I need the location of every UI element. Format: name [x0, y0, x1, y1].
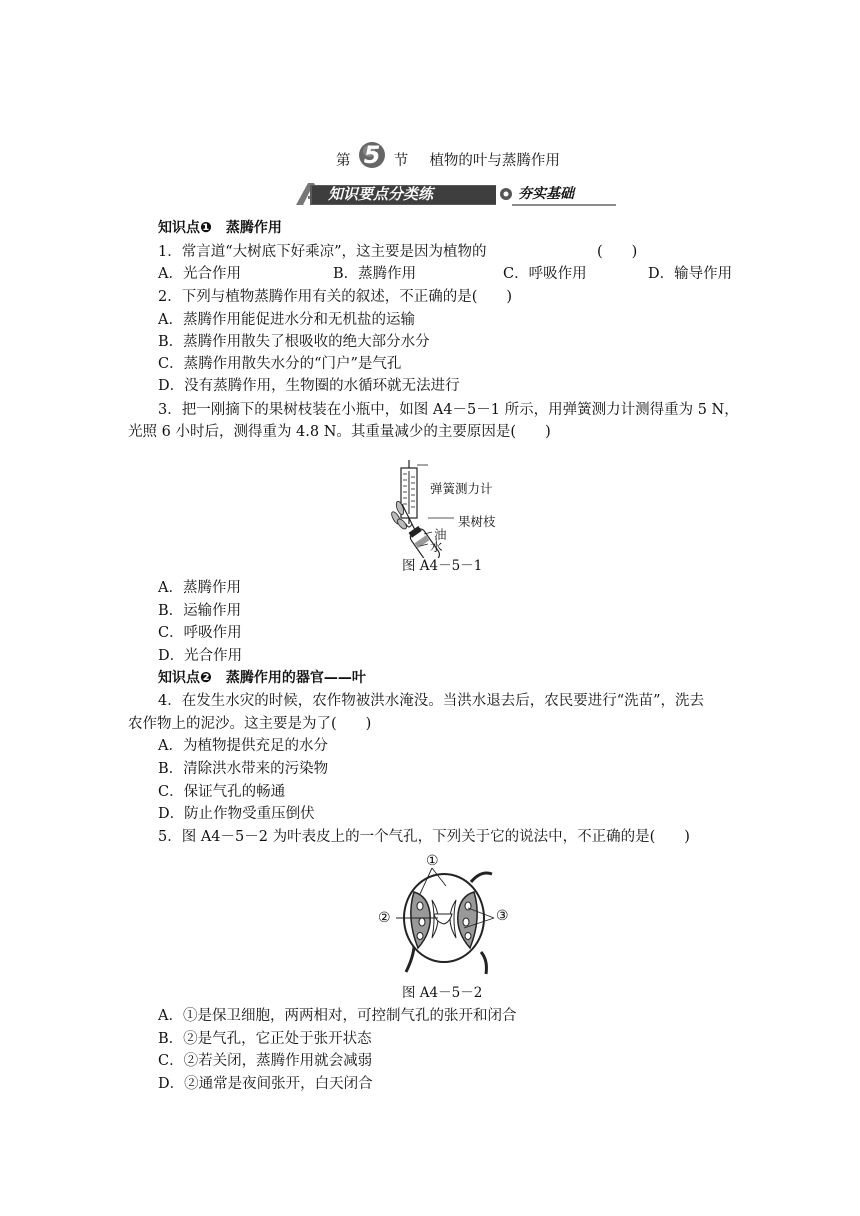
spring-scale-diagram	[388, 458, 518, 558]
section-number: 5	[363, 141, 381, 169]
q3-option-c[interactable]: C．呼吸作用	[158, 625, 242, 641]
q4-option-d[interactable]: D．防止作物受重压倒伏	[158, 806, 315, 822]
fig1-label-branch: 果树枝	[458, 514, 496, 529]
q4-stem-line2: 农作物上的泥沙。这主要是为了( )	[128, 716, 372, 732]
fig1-label-water: 水	[430, 539, 443, 554]
q4-option-c[interactable]: C．保证气孔的畅通	[158, 784, 286, 800]
q5-option-a[interactable]: A．①是保卫细胞，两两相对，可控制气孔的张开和闭合	[158, 1008, 517, 1024]
fig2-label-3: ③	[496, 908, 509, 924]
q1-option-a[interactable]: A．光合作用	[158, 266, 241, 282]
q2-option-b[interactable]: B．蒸腾作用散失了根吸收的绝大部分水分	[158, 334, 430, 350]
q1-stem: 1．常言道“大树底下好乘凉”，这主要是因为植物的	[158, 244, 487, 260]
knowledge-point-1-title: 知识点❶ 蒸腾作用	[158, 220, 282, 236]
section-banner	[286, 181, 618, 207]
section-title	[336, 141, 560, 170]
section-number-badge	[357, 141, 387, 170]
fig2-label-2: ②	[378, 910, 391, 926]
fig1-label-spring-scale: 弹簧测力计	[430, 481, 493, 496]
q2-option-d[interactable]: D．没有蒸腾作用，生物圈的水循环就无法进行	[158, 378, 460, 394]
q5-option-b[interactable]: B．②是气孔，它正处于张开状态	[158, 1031, 372, 1047]
q3-stem-line2: 光照 6 小时后，测得重为 4.8 N。其重量减少的主要原因是( )	[128, 424, 551, 440]
q4-option-a[interactable]: A．为植物提供充足的水分	[158, 738, 328, 754]
fig2-label-1: ①	[426, 853, 439, 869]
chapter-suffix: 节	[393, 153, 409, 169]
knowledge-point-2-title: 知识点❷ 蒸腾作用的器官——叶	[158, 670, 366, 686]
q4-option-b[interactable]: B．清除洪水带来的污染物	[158, 761, 329, 777]
q1-option-c[interactable]: C．呼吸作用	[503, 266, 587, 282]
q4-stem-line1: 4．在发生水灾的时候，农作物被洪水淹没。当洪水退去后，农民要进行“洗苗”，洗去	[158, 693, 705, 709]
fig1-caption: 图 A4－5－1	[402, 558, 483, 574]
q3-option-a[interactable]: A．蒸腾作用	[158, 580, 241, 596]
q2-option-a[interactable]: A．蒸腾作用能促进水分和无机盐的运输	[158, 312, 415, 328]
q1-answer-bracket[interactable]: ( )	[597, 244, 638, 260]
chapter-title: 植物的叶与蒸腾作用	[429, 153, 560, 169]
q5-stem: 5．图 A4－5－2 为叶表皮上的一个气孔，下列关于它的说法中，不正确的是( )	[158, 829, 690, 845]
figure-a4-5-2	[376, 852, 521, 978]
fig2-caption: 图 A4－5－2	[402, 985, 483, 1001]
q2-stem: 2．下列与植物蒸腾作用有关的叙述，不正确的是( )	[158, 289, 513, 305]
q5-option-c[interactable]: C．②若关闭，蒸腾作用就会减弱	[158, 1053, 373, 1069]
q3-stem-line1: 3．把一刚摘下的果树枝装在小瓶中，如图 A4－5－1 所示，用弹簧测力计测得重为 5 N，	[158, 402, 739, 418]
q1-option-b[interactable]: B．蒸腾作用	[333, 266, 417, 282]
q3-option-d[interactable]: D．光合作用	[158, 648, 243, 664]
banner-tagline: 夯实基础	[518, 186, 574, 202]
q2-option-c[interactable]: C．蒸腾作用散失水分的“门户”是气孔	[158, 356, 402, 372]
q1-option-d[interactable]: D．输导作用	[648, 266, 733, 282]
chapter-prefix: 第	[336, 153, 351, 169]
q5-option-d[interactable]: D．②通常是夜间张开，白天闭合	[158, 1076, 373, 1092]
fig1-label-oil: 油	[434, 527, 447, 542]
figure-a4-5-1	[388, 458, 518, 558]
banner-label: 知识要点分类练	[328, 185, 434, 203]
q3-option-b[interactable]: B．运输作用	[158, 603, 242, 619]
